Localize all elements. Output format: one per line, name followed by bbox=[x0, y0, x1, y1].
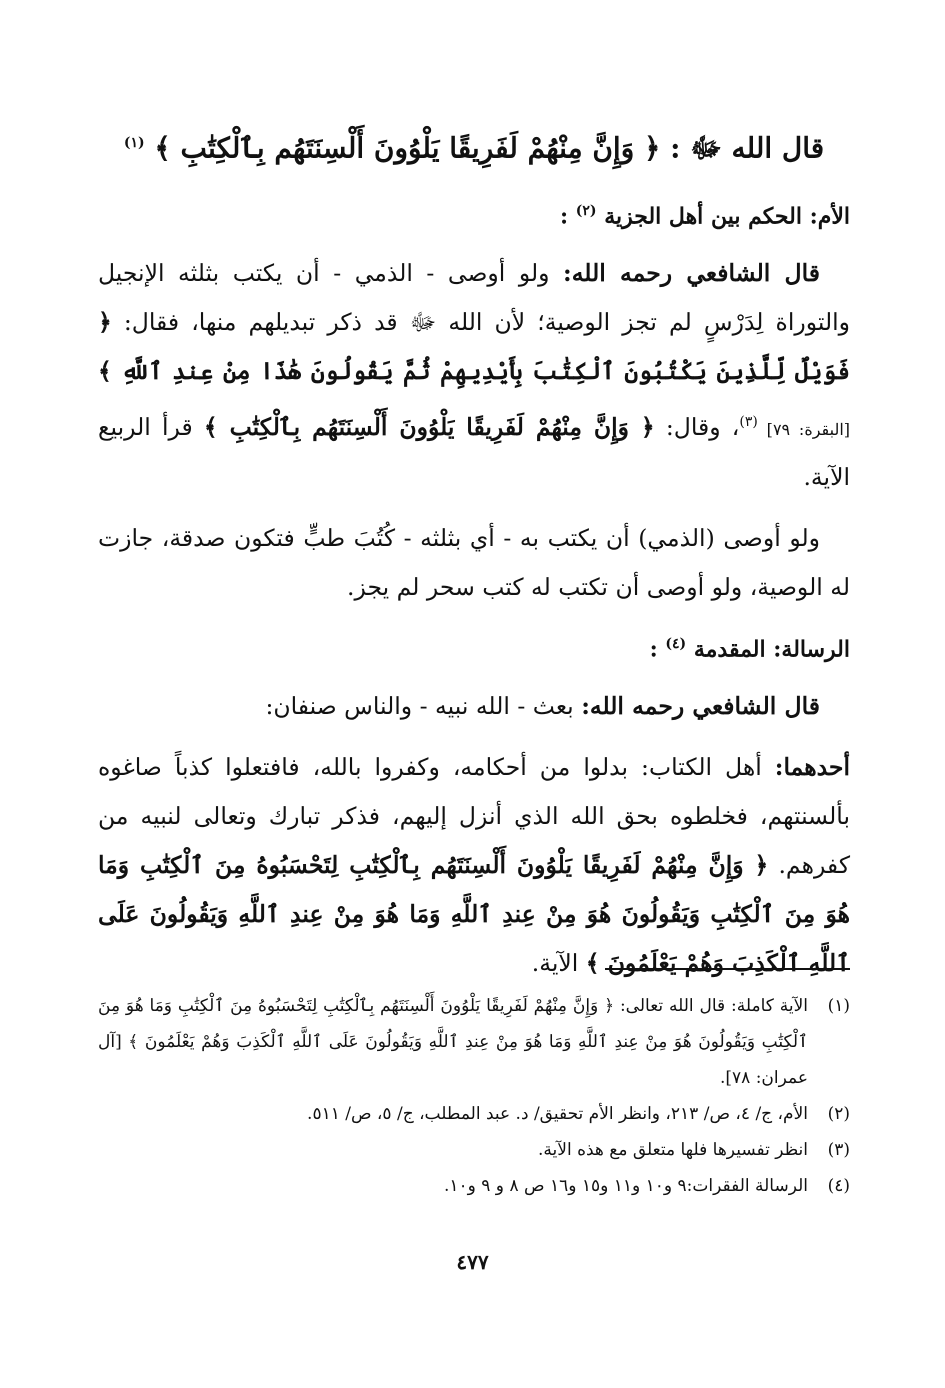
main-content bbox=[98, 118, 850, 1000]
paragraph-people-of-book bbox=[98, 743, 850, 988]
footnote-number: (٢) bbox=[827, 1104, 850, 1124]
paragraph-two-groups bbox=[98, 682, 850, 731]
paragraph-text: أهل الكتاب: بدلوا من أحكامه، وكفروا بالله، فافتعلوا كذباً صاغوه بألسنتهم، فخلطوه بحق الله الذي أنزل إليهم، فذكر تبارك وتعالى لنبيه من كفرهم. bbox=[98, 752, 851, 879]
heading-footnote-ref: (١) bbox=[123, 135, 145, 151]
speaker-label: قال الشافعي رحمه الله: bbox=[563, 258, 820, 287]
footnotes bbox=[98, 988, 850, 1204]
paragraph-text: قرأ الربيع الآية. bbox=[98, 412, 850, 492]
section-title-colon: : bbox=[649, 636, 658, 663]
footnote-ref: (٣) bbox=[739, 413, 758, 430]
footnote-number: (٣) bbox=[827, 1140, 850, 1160]
footnote-number: (٤) bbox=[827, 1176, 850, 1196]
section-title-text: الأم: الحكم بين أهل الجزية bbox=[604, 203, 850, 230]
section-title-footnote-ref: (٤) bbox=[665, 636, 687, 653]
footnote-item bbox=[98, 1168, 850, 1204]
paragraph-will-bible bbox=[98, 249, 850, 503]
footnote-number: (١) bbox=[827, 996, 850, 1016]
section-title-umm bbox=[98, 191, 850, 236]
surah-reference: [البقرة: ٧٩] bbox=[757, 419, 851, 439]
section-title-text: الرسالة: المقدمة bbox=[693, 636, 850, 663]
footnote-text: انظر تفسيرها فلها متعلق مع هذه الآية. bbox=[538, 1140, 808, 1160]
paragraph-text: ولو أوصى - الذمي - أن يكتب بثلثه الإنجيل والتوراة لِدَرْسٍ لم تجز الوصية؛ لأن الله ﷻ قد ذكر تبديلهم منها، فقال: bbox=[98, 258, 850, 336]
section-title-risala bbox=[98, 624, 850, 669]
heading-text: قال الله ﷻ : ﴿ وَإِنَّ مِنْهُمْ لَفَرِيقًا يَلْوُونَ أَلْسِنَتَهُم بِٱلْكِتَٰبِ ﴾ bbox=[154, 131, 825, 165]
speaker-label: قال الشافعي رحمه الله: bbox=[581, 691, 820, 720]
paragraph-text: بعث - الله نبيه - والناس صنفان: bbox=[265, 691, 582, 720]
paragraph-will-medicine: ولو أوصى (الذمي) أن يكتب به - أي بثلثه - كُتُبَ طبٍّ فتكون صدقة، جازت له الوصية، ولو أوصى أن تكتب له كتب سحر لم يجز. bbox=[98, 524, 850, 602]
footnote-text: الآية كاملة: قال الله تعالى: ﴿ وَإِنَّ مِنْهُمْ لَفَرِيقًا يَلْوُونَ أَلْسِنَتَهُم بِٱلْكِتَٰبِ لِتَحْسَبُوهُ مِنَ ٱلْكِتَٰبِ وَمَا هُوَ مِنَ ٱلْكِتَٰبِ وَيَقُولُونَ هُوَ مِنْ عِندِ ٱللَّهِ وَمَا هُوَ مِنْ عِندِ ٱللَّهِ وَيَقُولُونَ عَلَى ٱللَّهِ ٱلْكَذِبَ وَهُمْ يَعْلَمُونَ ﴾ [آل عمران: ٧٨]. bbox=[98, 996, 808, 1088]
paragraph-text: الآية. bbox=[531, 948, 586, 977]
footnote-item bbox=[98, 1132, 850, 1168]
page-heading bbox=[98, 118, 850, 173]
lead-label: أحدهما: bbox=[774, 752, 850, 781]
footnote-text: الأم، ج/ ٤، ص/ ٢١٣، وانظر الأم تحقيق/ د. عبد المطلب، ج/ ٥، ص/ ٥١١. bbox=[307, 1104, 808, 1124]
footnote-item bbox=[98, 988, 850, 1096]
page-number: ٤٧٧ bbox=[456, 1250, 489, 1274]
quran-verse: ﴿ فَوَيْلٌ لِّلَّذِينَ يَكْتُبُونَ ٱلْكِتَٰبَ بِأَيْدِيهِمْ ثُمَّ يَقُولُونَ هَٰذَا مِنْ عِندِ ٱللَّهِ ﴾ bbox=[98, 307, 850, 385]
section-title-colon: : bbox=[559, 203, 569, 230]
footnote-divider bbox=[605, 968, 850, 970]
footnote-text: الرسالة الفقرات:٩ و١٠ و١١ و١٥ و١٦ ص ٨ و ٩ و١٠. bbox=[443, 1176, 808, 1196]
quran-verse: ﴿ وَإِنَّ مِنْهُمْ لَفَرِيقًا يَلْوُونَ أَلْسِنَتَهُم بِٱلْكِتَٰبِ ﴾ bbox=[203, 412, 655, 441]
section-title-footnote-ref: (٢) bbox=[575, 203, 597, 220]
paragraph-text: ، وقال: bbox=[654, 412, 740, 441]
footnote-item bbox=[98, 1096, 850, 1132]
quran-verse: ﴿ وَإِنَّ مِنْهُمْ لَفَرِيقًا يَلْوُونَ أَلْسِنَتَهُم بِٱلْكِتَٰبِ لِتَحْسَبُوهُ مِنَ ٱلْكِتَٰبِ وَمَا هُوَ مِنَ ٱلْكِتَٰبِ وَيَقُولُونَ هُوَ مِنْ عِندِ ٱللَّهِ وَمَا هُوَ مِنْ عِندِ ٱللَّهِ وَيَقُولُونَ عَلَى ٱللَّهِ ٱلْكَذِبَ وَهُمْ يَعْلَمُونَ ﴾ bbox=[98, 850, 850, 977]
